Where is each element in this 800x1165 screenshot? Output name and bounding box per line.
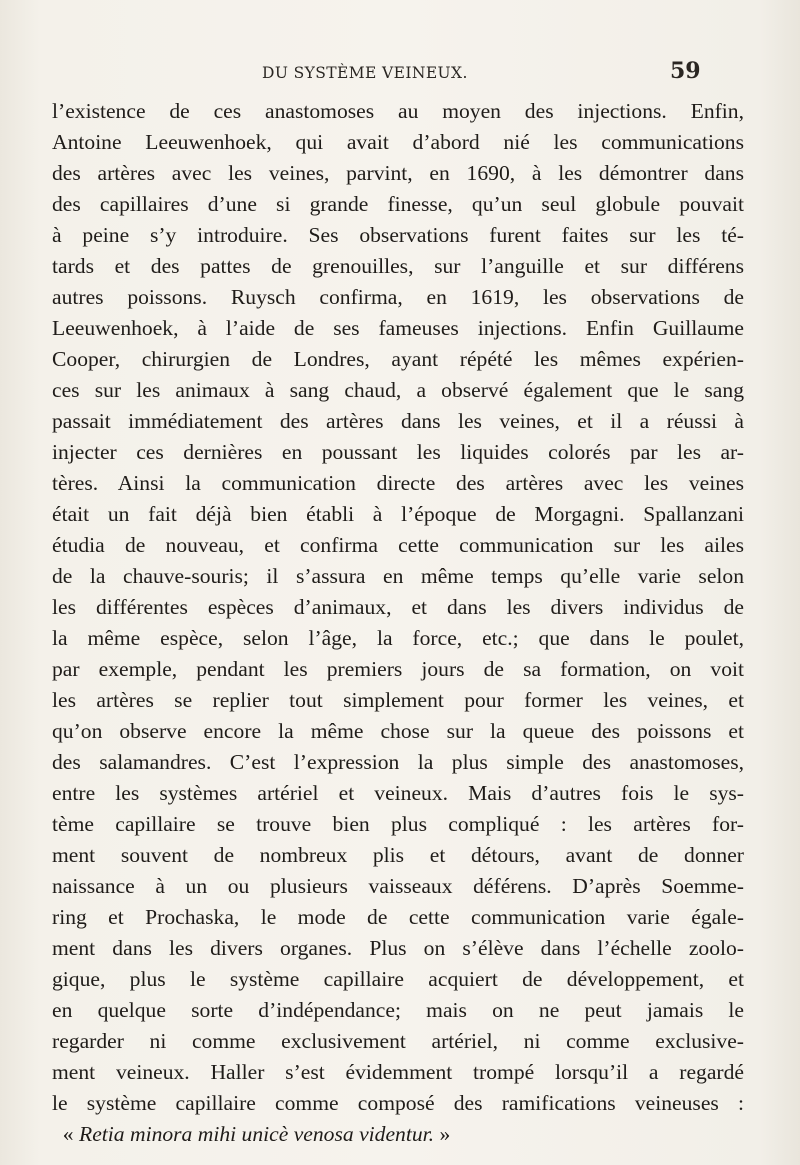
page-header bbox=[0, 58, 800, 88]
text-line: par exemple, pendant les premiers jours de sa formation, on voit bbox=[52, 657, 744, 681]
text-line: gique, plus le système capillaire acquiert de développement, et bbox=[52, 967, 744, 991]
text-line: tème capillaire se trouve bien plus compliqué : les artères for- bbox=[52, 812, 744, 836]
text-line: les artères se replier tout simplement pour former les veines, et bbox=[52, 688, 744, 712]
text-line: à peine s’y introduire. Ses observations furent faites sur les té- bbox=[52, 223, 744, 247]
text-line: des artères avec les veines, parvint, en 1690, à les démontrer dans bbox=[52, 161, 744, 185]
body-text bbox=[52, 96, 744, 1150]
close-quote: » bbox=[439, 1122, 451, 1146]
text-line: ment dans les divers organes. Plus on s’élève dans l’échelle zoolo- bbox=[52, 936, 744, 960]
text-line: ring et Prochaska, le mode de cette communication varie égale- bbox=[52, 905, 744, 929]
text-line: tères. Ainsi la communication directe des artères avec les veines bbox=[52, 471, 744, 495]
text-line: injecter ces dernières en poussant les liquides colorés par les ar- bbox=[52, 440, 744, 464]
text-line: passait immédiatement des artères dans les veines, et il a réussi à bbox=[52, 409, 744, 433]
text-line: l’existence de ces anastomoses au moyen des injections. Enfin, bbox=[52, 99, 744, 123]
page-number: 59 bbox=[670, 58, 701, 84]
text-line: tards et des pattes de grenouilles, sur l’anguille et sur différens bbox=[52, 254, 744, 278]
text-line: Antoine Leeuwenhoek, qui avait d’abord nié les communications bbox=[52, 130, 744, 154]
text-line: qu’on observe encore la même chose sur la queue des poissons et bbox=[52, 719, 744, 743]
text-line: ces sur les animaux à sang chaud, a observé également que le sang bbox=[52, 378, 744, 402]
text-line: des salamandres. C’est l’expression la plus simple des anastomoses, bbox=[52, 750, 744, 774]
text-line: étudia de nouveau, et confirma cette communication sur les ailes bbox=[52, 533, 744, 557]
running-head: DU SYSTÈME VEINEUX. bbox=[262, 64, 468, 82]
text-line: les différentes espèces d’animaux, et dans les divers individus de bbox=[52, 595, 744, 619]
text-line: des capillaires d’une si grande finesse, qu’un seul globule pouvait bbox=[52, 192, 744, 216]
latin-quote: Retia minora mihi unicè venosa videntur. bbox=[79, 1122, 435, 1146]
quote-line bbox=[52, 1119, 744, 1150]
text-line: Leeuwenhoek, à l’aide de ses fameuses injections. Enfin Guillaume bbox=[52, 316, 744, 340]
open-quote: « bbox=[62, 1122, 74, 1146]
text-line: le système capillaire comme composé des ramifications veineuses : bbox=[52, 1091, 744, 1115]
text-line: était un fait déjà bien établi à l’époque de Morgagni. Spallanzani bbox=[52, 502, 744, 526]
text-line: de la chauve-souris; il s’assura en même temps qu’elle varie selon bbox=[52, 564, 744, 588]
text-line: en quelque sorte d’indépendance; mais on ne peut jamais le bbox=[52, 998, 744, 1022]
text-line: autres poissons. Ruysch confirma, en 1619, les observations de bbox=[52, 285, 744, 309]
text-line: regarder ni comme exclusivement artériel, ni comme exclusive- bbox=[52, 1029, 744, 1053]
text-line: ment veineux. Haller s’est évidemment trompé lorsqu’il a regardé bbox=[52, 1060, 744, 1084]
text-line: naissance à un ou plusieurs vaisseaux déférens. D’après Soemme- bbox=[52, 874, 744, 898]
text-line: la même espèce, selon l’âge, la force, etc.; que dans le poulet, bbox=[52, 626, 744, 650]
text-line: Cooper, chirurgien de Londres, ayant répété les mêmes expérien- bbox=[52, 347, 744, 371]
text-line: ment souvent de nombreux plis et détours, avant de donner bbox=[52, 843, 744, 867]
text-line: entre les systèmes artériel et veineux. Mais d’autres fois le sys- bbox=[52, 781, 744, 805]
